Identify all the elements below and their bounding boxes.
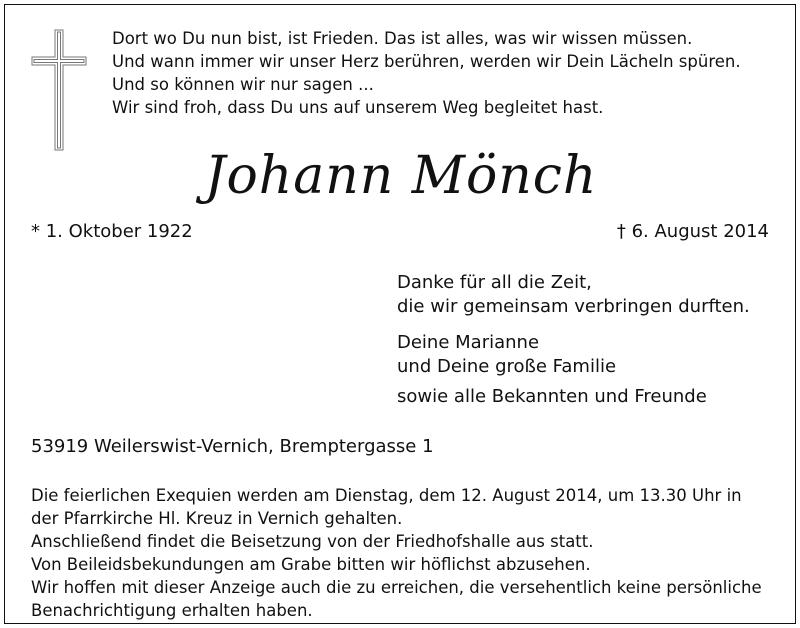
funeral-notice xyxy=(31,484,762,622)
thanks-message xyxy=(397,271,750,319)
notice-line: Die feierlichen Exequien werden am Dienstag, dem 12. August 2014, um 13.30 Uhr in xyxy=(31,486,742,505)
notice-line: Anschließend findet die Beisetzung von der Friedhofshalle aus statt. xyxy=(31,532,594,551)
death-date: † 6. August 2014 xyxy=(616,221,769,242)
verse-line: Wir sind froh, dass Du uns auf unserem Weg begleitet hast. xyxy=(112,98,604,117)
notice-line: Wir hoffen mit dieser Anzeige auch die zu erreichen, die versehentlich keine persönliche xyxy=(31,578,762,597)
verse-line: Dort wo Du nun bist, ist Frieden. Das ist alles, was wir wissen müssen. xyxy=(112,29,693,48)
verse-line: Und so können wir nur sagen ... xyxy=(112,75,374,94)
notice-line: der Pfarrkirche Hl. Kreuz in Vernich gehalten. xyxy=(31,509,403,528)
obituary-notice xyxy=(4,4,796,624)
thanks-line: die wir gemeinsam verbringen durften. xyxy=(397,296,750,317)
verse-line: Und wann immer wir unser Herz berühren, werden wir Dein Lächeln spüren. xyxy=(112,52,741,71)
mourners xyxy=(397,331,616,379)
notice-line: Benachrichtigung erhalten haben. xyxy=(31,601,313,620)
birth-date: * 1. Oktober 1922 xyxy=(31,221,193,242)
mourner-line: Deine Marianne xyxy=(397,332,540,353)
notice-line: Von Beileidsbekundungen am Grabe bitten wir höflichst abzusehen. xyxy=(31,555,591,574)
address: 53919 Weilerswist-Vernich, Bremptergasse 1 xyxy=(31,436,434,457)
mourners-extra: sowie alle Bekannten und Freunde xyxy=(397,386,707,407)
cross-icon xyxy=(31,29,87,151)
verse xyxy=(112,27,741,119)
deceased-name: Johann Mönch xyxy=(204,146,598,206)
mourner-line: und Deine große Familie xyxy=(397,356,617,377)
thanks-line: Danke für all die Zeit, xyxy=(397,272,592,293)
